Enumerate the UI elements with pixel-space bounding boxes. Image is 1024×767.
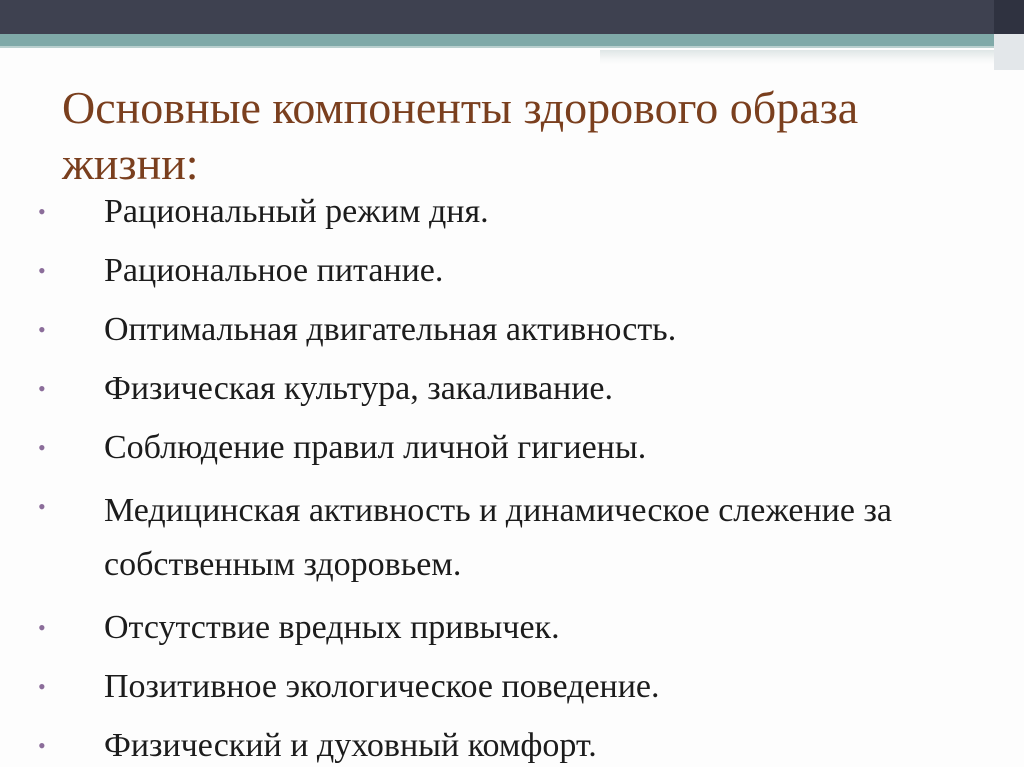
list-item [38,484,998,592]
list-item [38,605,998,651]
header-band [0,0,1024,34]
list-item-text: Отсутствие вредных привычек. [104,609,560,646]
stripe-shadow-decoration [600,50,994,64]
list-item-text: Соблюдение правил личной гигиены. [104,429,647,466]
list-item-text: Физический и духовный комфорт. [104,727,597,764]
bullet-icon: • [38,258,46,283]
bullet-icon: • [38,615,46,640]
bullet-icon: • [38,376,46,401]
bullet-list [38,189,998,767]
page-curl-decoration [994,34,1024,70]
bullet-icon: • [38,733,46,758]
list-item-text: Рациональный режим дня. [104,193,489,230]
list-item [38,664,998,710]
bullet-icon: • [38,494,46,519]
accent-stripe [0,34,1024,46]
list-item [38,189,998,235]
header-band-corner [994,0,1024,34]
bullet-icon: • [38,674,46,699]
bullet-icon: • [38,317,46,342]
slide-title: Основные компоненты здорового образа жизни: [62,82,859,189]
list-item [38,248,998,294]
list-item-text: Физическая культура, закаливание. [104,370,614,407]
accent-stripe-highlight [0,46,1024,48]
list-item-text: Позитивное экологическое поведение. [104,668,660,705]
list-item [38,366,998,412]
list-item [38,425,998,471]
list-item [38,723,998,767]
list-item-text: Медицинская активность и динамическое слежение за собственным здоровьем. [104,492,892,583]
list-item-text: Рациональное питание. [104,252,444,289]
bullet-icon: • [38,435,46,460]
list-item [38,307,998,353]
list-item-text: Оптимальная двигательная активность. [104,311,677,348]
bullet-icon: • [38,199,46,224]
